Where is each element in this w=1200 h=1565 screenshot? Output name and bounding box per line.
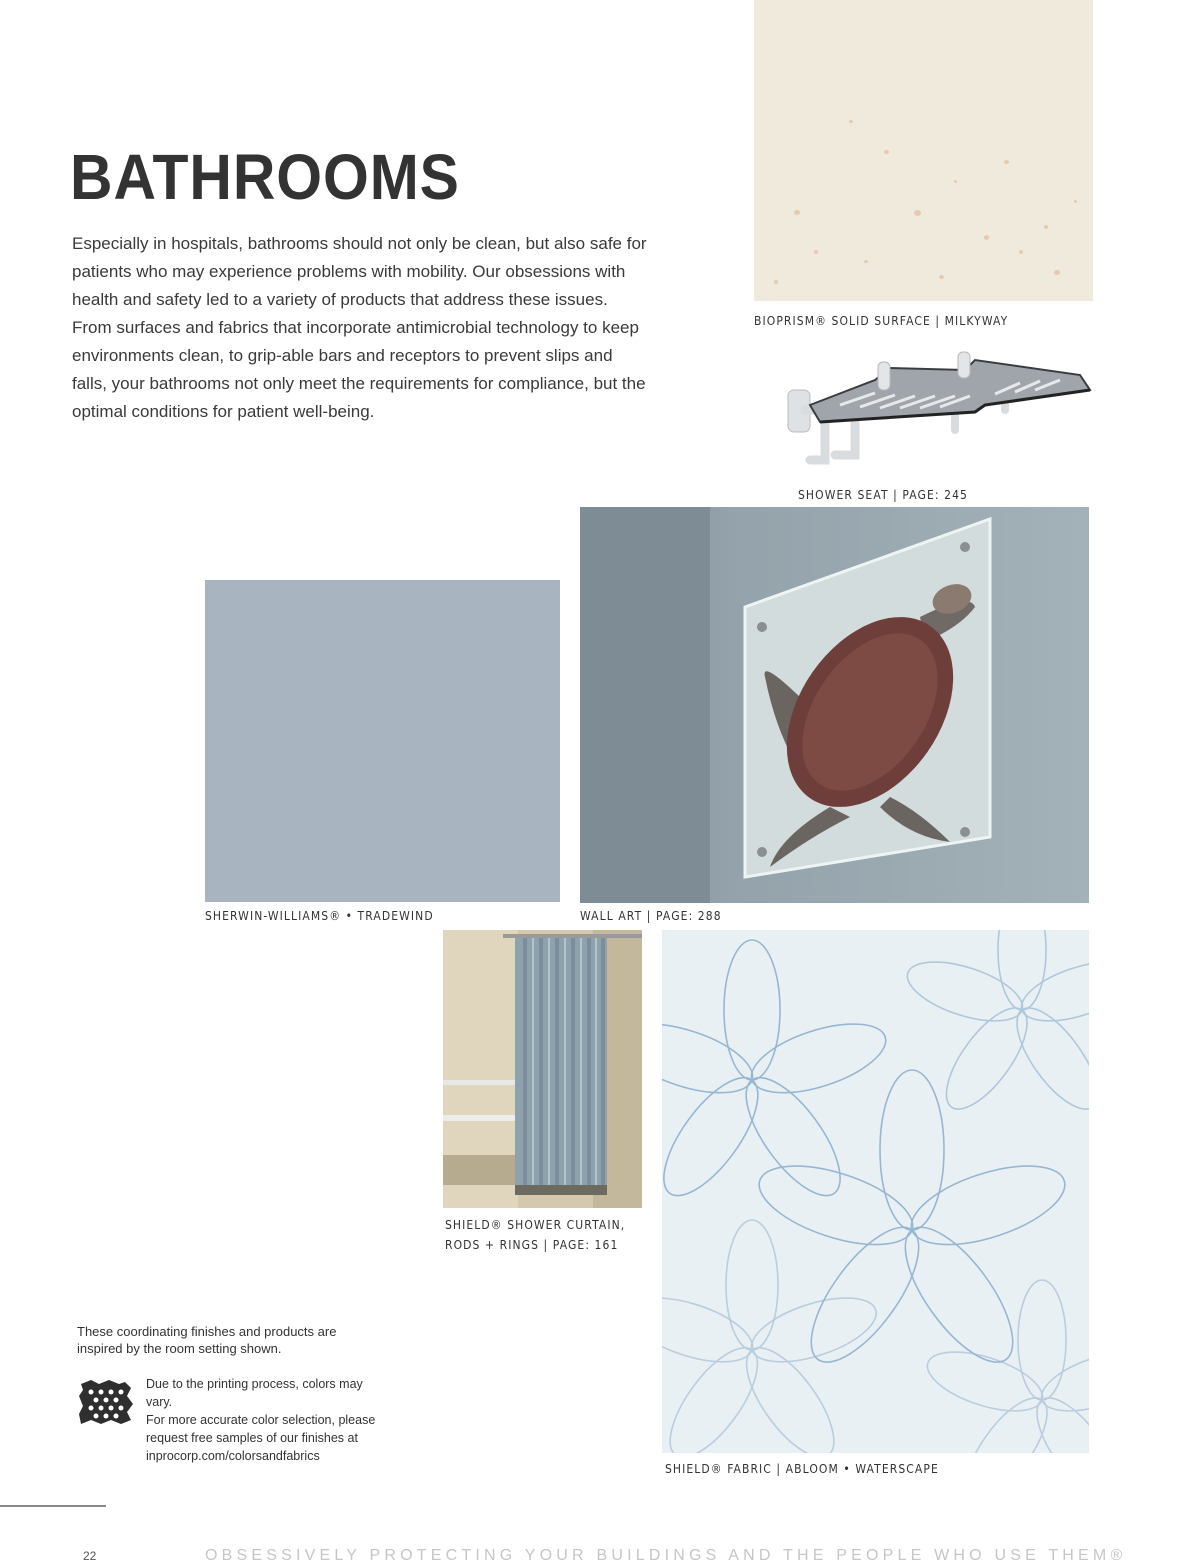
- intro-paragraph: Especially in hospitals, bathrooms should not only be clean, but also safe for patients who may experience problems with mobility. Our obsessions with health and safety led to a variety of products that address these issues. From surfaces and fabrics that incorporate antimicrobial technology to keep environments clean, to grip-able bars and receptors to prevent slips and falls, your bathrooms not only meet the requirements for compliance, but the optimal conditions for patient well-being.: [72, 234, 647, 421]
- wallart-caption: WALL ART | PAGE: 288: [580, 909, 722, 923]
- printing-note-line1: Due to the printing process, colors may vary.: [146, 1377, 363, 1409]
- page-number: 22: [83, 1549, 97, 1563]
- seat-caption: SHOWER SEAT | PAGE: 245: [798, 488, 968, 502]
- printing-note-line2: For more accurate color selection, please: [146, 1413, 376, 1427]
- printing-note: [146, 1375, 376, 1465]
- curtain-caption-line1: SHIELD® SHOWER CURTAIN,: [445, 1218, 626, 1232]
- shower-curtain-image: [443, 930, 642, 1208]
- shower-seat-image: [780, 350, 1095, 475]
- footer-tagline: OBSESSIVELY PROTECTING YOUR BUILDINGS AND THE PEOPLE WHO USE THEM®: [205, 1547, 1127, 1564]
- page-title: BATHROOMS: [70, 141, 460, 213]
- surface-caption: BIOPRISM® SOLID SURFACE | MILKYWAY: [754, 314, 1009, 328]
- printing-note-link[interactable]: inprocorp.com/colorsandfabrics: [146, 1449, 320, 1463]
- fabric-swatch-icon: [77, 1378, 135, 1426]
- paint-caption: SHERWIN-WILLIAMS® • TRADEWIND: [205, 909, 434, 923]
- coordinating-note: These coordinating finishes and products are inspired by the room setting shown.: [77, 1324, 337, 1356]
- printing-note-line3: request free samples of our finishes at: [146, 1431, 358, 1445]
- wall-art-image: [580, 507, 1089, 903]
- fabric-caption: SHIELD® FABRIC | ABLOOM • WATERSCAPE: [665, 1462, 939, 1476]
- curtain-caption-line2: RODS + RINGS | PAGE: 161: [445, 1238, 619, 1252]
- footer-rule: [0, 1505, 106, 1507]
- milkyway-surface-swatch: [754, 0, 1093, 301]
- abloom-fabric-swatch: [662, 930, 1089, 1453]
- tradewind-paint-swatch: [205, 580, 560, 902]
